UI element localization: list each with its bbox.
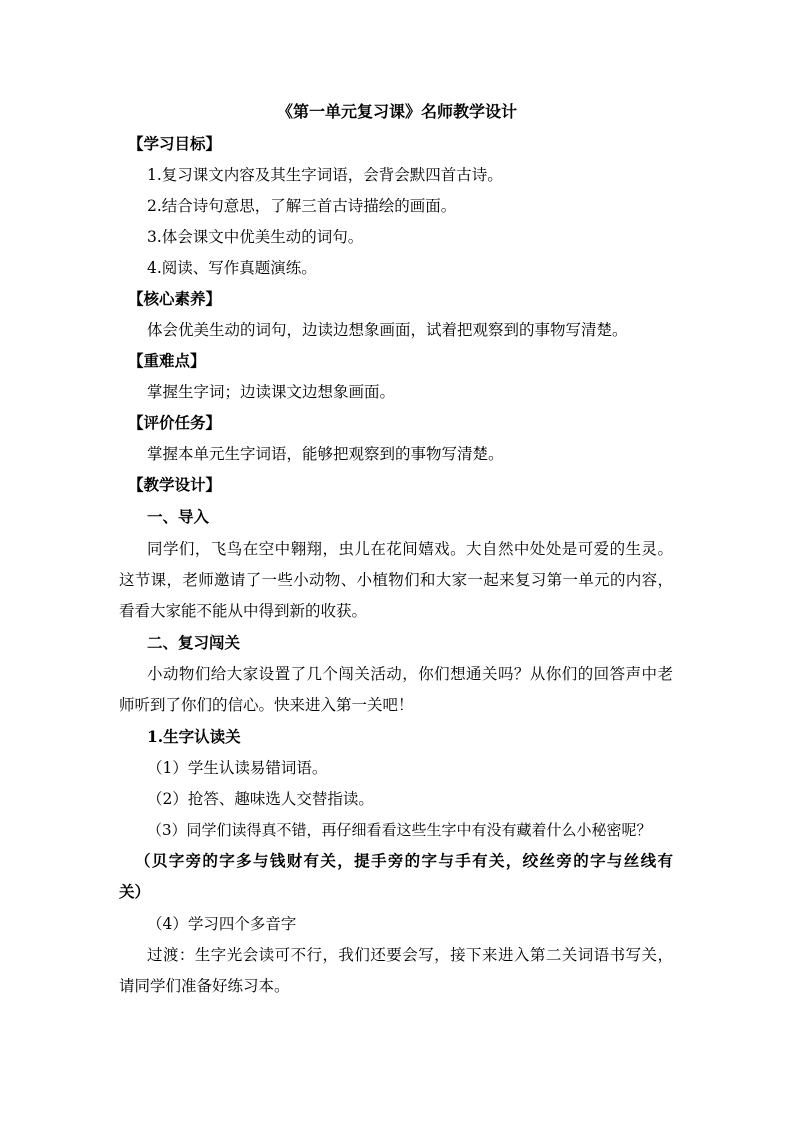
sub1-heading: 1.生字认读关	[147, 727, 241, 746]
objective-item: 2.结合诗句意思，了解三首古诗描绘的画面。	[147, 197, 457, 215]
core-text: 体会优美生动的词句，边读边想象画面，试着把观察到的事物写清楚。	[147, 321, 628, 339]
core-heading: 【核心素养】	[128, 289, 222, 308]
transition-line: 请同学们准备好练习本。	[119, 977, 290, 995]
part2-heading: 二、复习闯关	[147, 633, 241, 652]
part1-heading: 一、导入	[147, 507, 210, 526]
objective-item: 1.复习课文内容及其生字词语，会背会默四首古诗。	[147, 166, 503, 184]
step-item: （2）抢答、趣味选人交替指读。	[147, 790, 374, 808]
eval-text: 掌握本单元生字词语，能够把观察到的事物写清楚。	[147, 445, 504, 463]
key-text: 掌握生字词；边读课文边想象画面。	[147, 383, 396, 401]
design-heading: 【教学设计】	[128, 475, 222, 494]
hint-note-line: 关）	[119, 882, 151, 901]
objectives-heading: 【学习目标】	[128, 134, 222, 153]
objective-item: 4.阅读、写作真题演练。	[147, 259, 317, 277]
part1-paragraph-line: 这节课，老师邀请了一些小动物、小植物们和大家一起来复习第一单元的内容，	[119, 571, 673, 589]
step-item: （3）同学们读得真不错，再仔细看看这些生字中有没有藏着什么小秘密呢？	[147, 821, 652, 839]
hint-note-line: （贝字旁的字多与钱财有关，提手旁的字与手有关，绞丝旁的字与丝线有	[135, 851, 673, 870]
key-heading: 【重难点】	[128, 351, 206, 370]
transition-line: 过渡：生字光会读可不行，我们还要会写，接下来进入第二关词语书写关，	[147, 946, 673, 964]
part2-paragraph-line: 小动物们给大家设置了几个闯关活动，你们想通关吗？从你们的回答声中老	[147, 665, 673, 683]
document-title: 《第一单元复习课》名师教学设计	[276, 102, 517, 121]
step-item: （1）学生认读易错词语。	[147, 759, 328, 777]
eval-heading: 【评价任务】	[128, 413, 222, 432]
step-item: （4）学习四个多音字	[147, 915, 297, 933]
part1-paragraph-line: 看看大家能不能从中得到新的收获。	[119, 602, 368, 620]
part2-paragraph-line: 师听到了你们的信心。快来进入第一关吧！	[119, 696, 414, 714]
part1-paragraph-line: 同学们，飞鸟在空中翱翔，虫儿在花间嬉戏。大自然中处处是可爱的生灵。	[147, 540, 673, 558]
objective-item: 3.体会课文中优美生动的词句。	[147, 228, 364, 246]
